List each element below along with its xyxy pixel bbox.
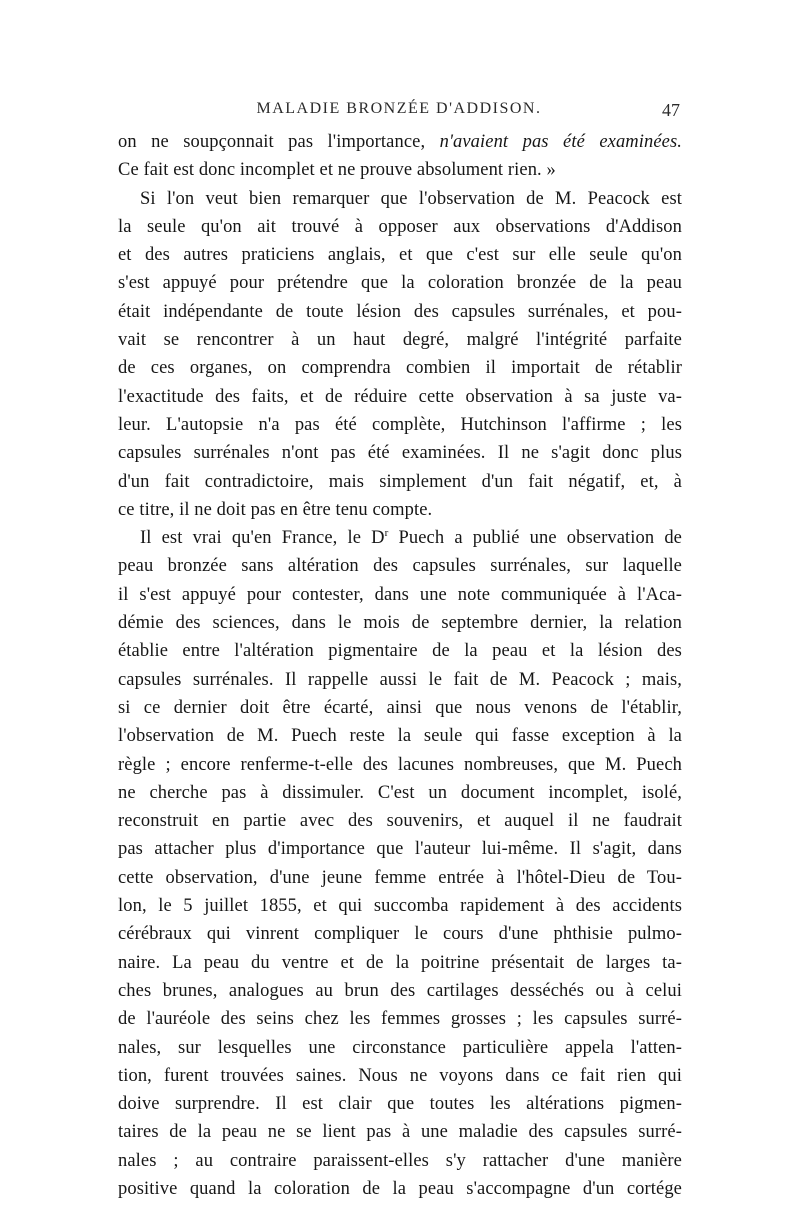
text-line-15: Il est vrai qu'en France, le $D^r$ Puech a publié une observation de [140,527,682,549]
superscript: r [384,527,389,539]
text-line-5: et des autres praticiens anglais, et que c'est sur elle seule qu'on [118,245,682,266]
text-line-1: on ne soupçonnait pas l'importance, n'avaient pas été examinées. [118,132,683,152]
text-line-32: de l'auréole des seins chez les femmes grosses ; les capsules surré- [118,1009,682,1030]
italic-emphasis: n'avaient pas été examinées. [439,132,683,152]
text-line-28: lon, le 5 juillet 1855, et qui succomba rapidement à des accidents [118,896,682,917]
text-line-34: tion, furent trouvées saines. Nous ne voyons dans ce fait rien qui [118,1065,682,1086]
text-line-16: peau bronzée sans altération des capsules surrénales, sur laquelle [118,556,682,577]
text-line-10: l'exactitude des faits, et de réduire cette observation à sa juste va- [118,386,682,407]
page-number: 47 [662,100,680,120]
text-line-26: pas attacher plus d'importance que l'auteur lui-même. Il s'agit, dans [118,839,682,860]
text-line-19: établie entre l'altération pigmentaire de la peau et la lésion des [118,641,682,662]
text-line-9: de ces organes, on comprendra combien il importait de rétablir [118,358,682,379]
text-line-33: nales, sur lesquelles une circonstance particulière appela l'atten- [118,1037,682,1058]
text-line-13: d'un fait contradictoire, mais simplement d'un fait négatif, et, à [118,471,682,492]
text-line-3: Si l'on veut bien remarquer que l'observation de M. Peacock est [140,188,682,209]
text-line-22: l'observation de M. Puech reste la seule qui fasse exception à la [118,726,682,747]
text-line-25: reconstruit en partie avec des souvenirs, et auquel il ne faudrait [118,811,682,832]
text-line-11: leur. L'autopsie n'a pas été complète, Hutchinson l'affirme ; les [118,414,682,435]
text-line-36: taires de la peau ne se lient pas à une maladie des capsules surré- [118,1122,682,1143]
text-line-6: s'est appuyé pour prétendre que la coloration bronzée de la peau [118,273,682,294]
body-text [118,128,682,1203]
text-line-38: positive quand la coloration de la peau s'accompagne d'un cortége [118,1178,682,1199]
text-line-29: cérébraux qui vinrent compliquer le cours d'une phthisie pulmo- [118,924,682,945]
text-line-2: Ce fait est donc incomplet et ne prouve absolument rien. » [118,160,556,181]
text-line-27: cette observation, d'une jeune femme entrée à l'hôtel-Dieu de Tou- [118,867,682,888]
text-line-30: naire. La peau du ventre et de la poitrine présentait de larges ta- [118,952,682,973]
text-line-4: la seule qu'on ait trouvé à opposer aux observations d'Addison [118,216,682,237]
text-line-12: capsules surrénales n'ont pas été examinées. Il ne s'agit donc plus [118,443,682,464]
text-line-35: doive surprendre. Il est clair que toutes les altérations pigmen- [118,1094,682,1115]
text-line-17: il s'est appuyé pour contester, dans une note communiquée à l'Aca- [118,584,682,605]
text-line-31: ches brunes, analogues au brun des cartilages desséchés ou à celui [118,980,682,1001]
text-line-18: démie des sciences, dans le mois de septembre dernier, la relation [118,613,682,634]
text-line-23: règle ; encore renferme-t-elle des lacunes nombreuses, que M. Puech [118,754,682,775]
running-head [118,100,680,128]
text-line-20: capsules surrénales. Il rappelle aussi le fait de M. Peacock ; mais, [118,669,682,690]
running-title: MALADIE BRONZÉE D'ADDISON. [256,100,542,117]
text-line-8: vait se rencontrer à un haut degré, malgré l'intégrité parfaite [118,330,682,351]
text-line-24: ne cherche pas à dissimuler. C'est un document incomplet, isolé, [118,782,682,803]
text-line-21: si ce dernier doit être écarté, ainsi que nous venons de l'établir, [118,697,682,718]
text-line-14: ce titre, il ne doit pas en être tenu compte. [118,499,433,520]
text-line-7: était indépendante de toute lésion des capsules surrénales, et pou- [118,301,682,322]
text-line-37: nales ; au contraire paraissent-elles s'y rattacher d'une manière [118,1150,682,1171]
